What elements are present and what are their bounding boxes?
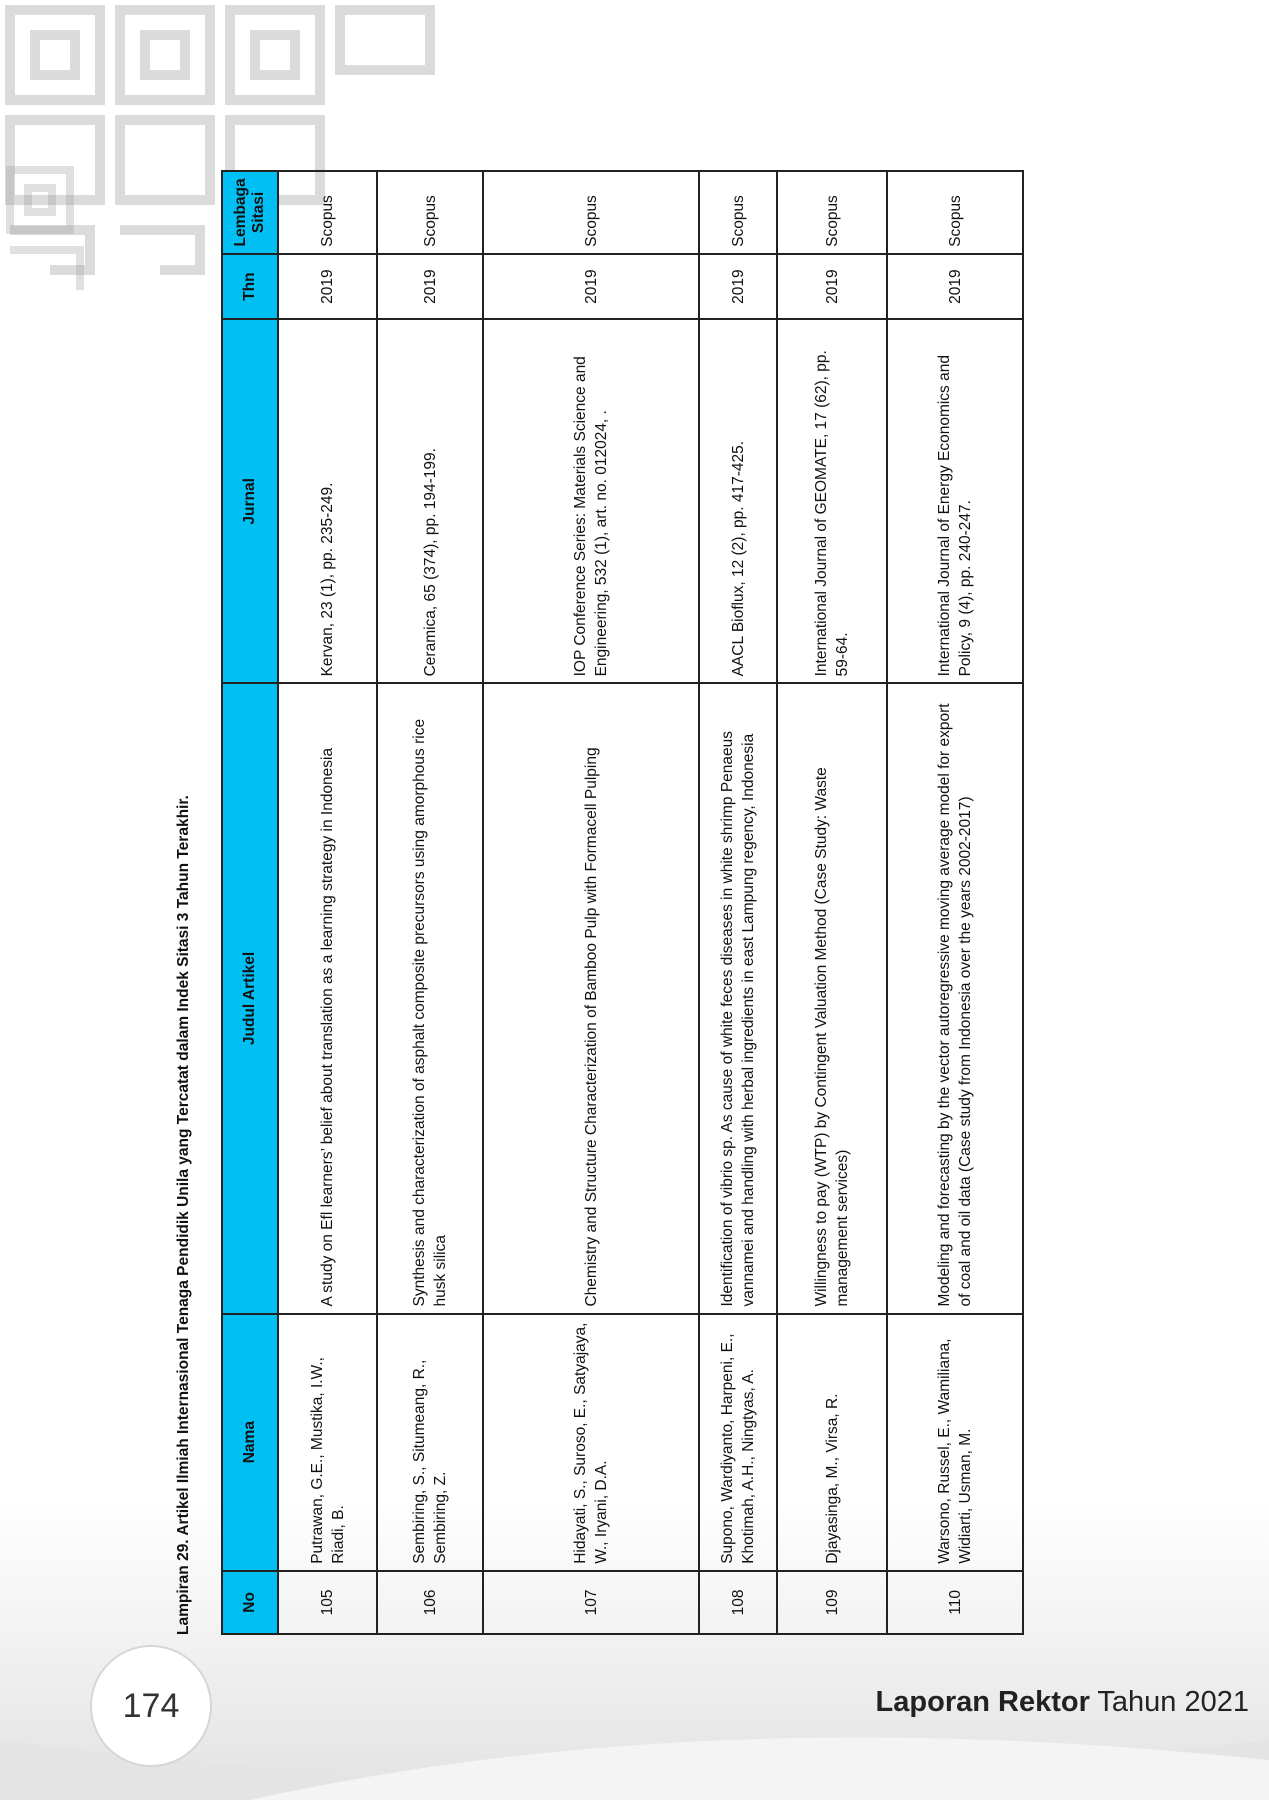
- cell-judul: Chemistry and Structure Characterization of Bamboo Pulp with Formacell Pulping: [483, 683, 699, 1313]
- cell-jurnal: AACL Bioflux, 12 (2), pp. 417-425.: [699, 319, 777, 683]
- table-row: [278, 171, 377, 1634]
- cell-lembaga: Scopus: [483, 171, 699, 254]
- cell-lembaga: Scopus: [699, 171, 777, 254]
- table-row: [887, 171, 1023, 1634]
- header-jurnal: Jurnal: [222, 319, 278, 683]
- cell-judul: Identification of vibrio sp. As cause of white feces diseases in white shrimp Penaeus vannamei and handling with herbal ingredients in east Lampung regency, Indonesia: [699, 683, 777, 1313]
- cell-nama: Supono, Wardiyanto, Harpeni, E., Khotimah, A.H., Ningtyas, A.: [699, 1314, 777, 1571]
- cell-nama: Hidayati, S., Suroso, E., Satyajaya, W., Iryani, D.A.: [483, 1314, 699, 1571]
- cell-lembaga: Scopus: [887, 171, 1023, 254]
- header-thn: Thn: [222, 254, 278, 319]
- rotated-table-container: [175, 165, 1005, 1635]
- cell-jurnal: Kervan, 23 (1), pp. 235-249.: [278, 319, 377, 683]
- cell-judul: Willingness to pay (WTP) by Contingent Valuation Method (Case Study: Waste management services): [777, 683, 887, 1313]
- cell-lembaga: Scopus: [278, 171, 377, 254]
- cell-thn: 2019: [777, 254, 887, 319]
- articles-table: [221, 170, 1024, 1635]
- header-judul-artikel: Judul Artikel: [222, 683, 278, 1313]
- table-row: [699, 171, 777, 1634]
- cell-thn: 2019: [377, 254, 483, 319]
- table-row: [377, 171, 483, 1634]
- cell-no: 110: [887, 1571, 1023, 1634]
- cell-lembaga: Scopus: [777, 171, 887, 254]
- cell-nama: Djayasinga, M., Virsa, R.: [777, 1314, 887, 1571]
- cell-thn: 2019: [699, 254, 777, 319]
- ornament-pattern-side: [0, 160, 120, 300]
- table-caption: Lampiran 29. Artikel Ilmiah Internasional Tenaga Pendidik Unila yang Tercatat dalam Indek Sitasi 3 Tahun Terakhir.: [175, 795, 192, 1635]
- report-title-year: Tahun 2021: [1089, 1686, 1249, 1718]
- cell-jurnal: IOP Conference Series: Materials Science and Engineering, 532 (1), art. no. 012024, .: [483, 319, 699, 683]
- page-number-badge: [90, 1645, 212, 1767]
- cell-no: 109: [777, 1571, 887, 1634]
- cell-no: 108: [699, 1571, 777, 1634]
- header-no: No: [222, 1571, 278, 1634]
- cell-jurnal: Ceramica, 65 (374), pp. 194-199.: [377, 319, 483, 683]
- cell-judul: Modeling and forecasting by the vector autoregressive moving average model for export of coal and oil data (Case study from Indonesia over the years 2002-2017): [887, 683, 1023, 1313]
- header-nama: Nama: [222, 1314, 278, 1571]
- report-title-bold: Laporan Rektor: [875, 1686, 1090, 1718]
- cell-no: 105: [278, 1571, 377, 1634]
- cell-no: 107: [483, 1571, 699, 1634]
- cell-no: 106: [377, 1571, 483, 1634]
- cell-nama: Warsono, Russel, E., Wamiliana, Widiarti, Usman, M.: [887, 1314, 1023, 1571]
- table-header-row: [222, 171, 278, 1634]
- table-row: [483, 171, 699, 1634]
- report-title: [876, 1686, 1249, 1719]
- cell-judul: Synthesis and characterization of asphalt composite precursors using amorphous rice husk silica: [377, 683, 483, 1313]
- header-lembaga-sitasi: Lembaga Sitasi: [222, 171, 278, 254]
- cell-nama: Putrawan, G.E., Mustika, I.W., Riadi, B.: [278, 1314, 377, 1571]
- cell-jurnal: International Journal of GEOMATE, 17 (62), pp. 59-64.: [777, 319, 887, 683]
- page-number: 174: [122, 1687, 180, 1725]
- cell-thn: 2019: [483, 254, 699, 319]
- cell-lembaga: Scopus: [377, 171, 483, 254]
- cell-thn: 2019: [887, 254, 1023, 319]
- cell-jurnal: International Journal of Energy Economics and Policy, 9 (4), pp. 240-247.: [887, 319, 1023, 683]
- cell-judul: A study on Efl learners’ belief about translation as a learning strategy in Indonesia: [278, 683, 377, 1313]
- table-row: [777, 171, 887, 1634]
- cell-nama: Sembiring, S., Situmeang, R., Sembiring, Z.: [377, 1314, 483, 1571]
- cell-thn: 2019: [278, 254, 377, 319]
